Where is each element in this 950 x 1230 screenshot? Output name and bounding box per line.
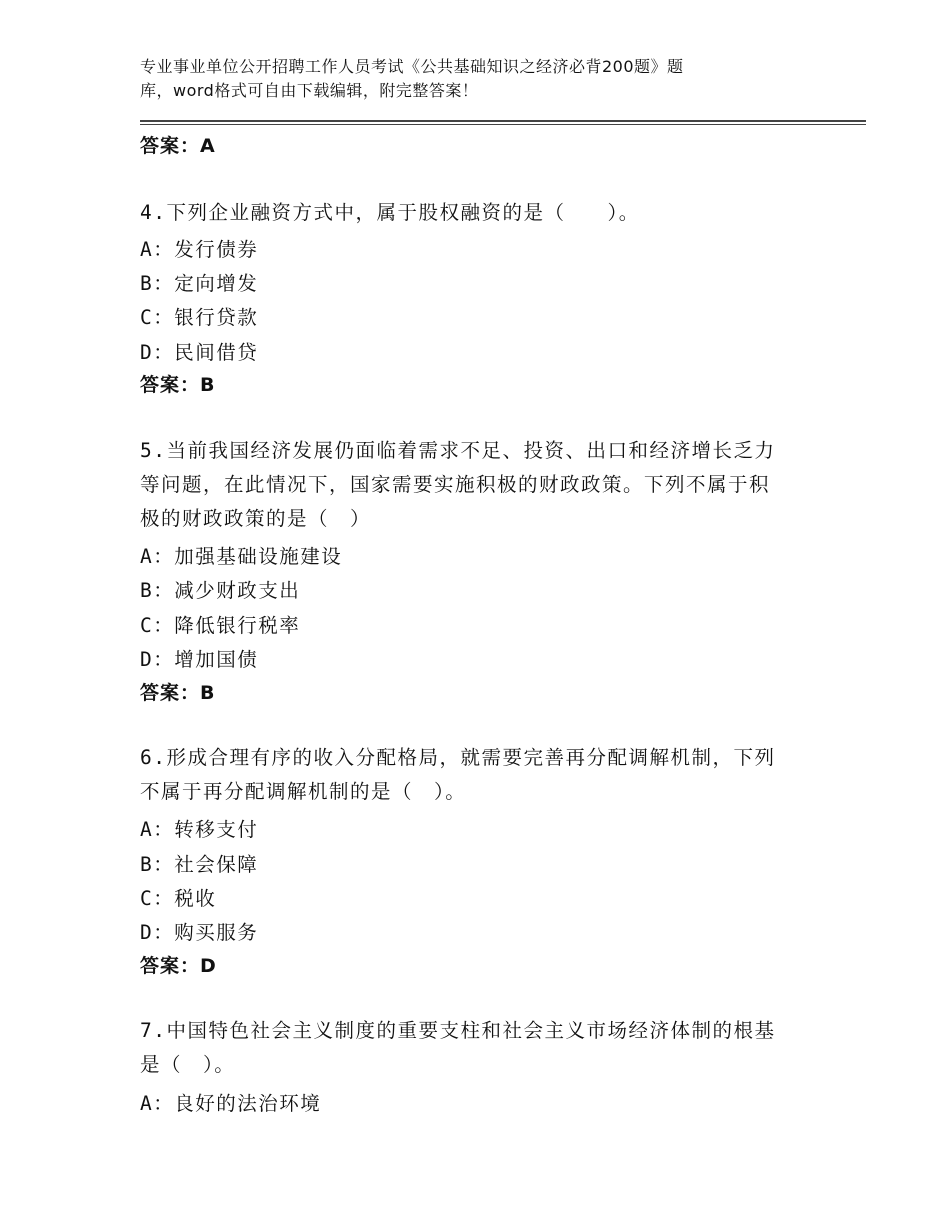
question-6-option-d: D：购买服务 — [140, 921, 259, 944]
header-line-2: 库，word格式可自由下载编辑，附完整答案！ — [140, 81, 479, 100]
header-divider-thin — [140, 124, 866, 125]
question-4-option-d: D：民间借贷 — [140, 341, 259, 364]
question-6-option-a: A：转移支付 — [140, 818, 259, 841]
question-5-option-a: A：加强基础设施建设 — [140, 545, 343, 568]
question-5-answer: 答案：B — [140, 682, 216, 704]
question-7-option-a: A：良好的法治环境 — [140, 1092, 322, 1115]
document-header — [140, 55, 780, 103]
header-line-1: 专业事业单位公开招聘工作人员考试《公共基础知识之经济必背200题》题 — [140, 57, 684, 76]
question-6-option-c: C：税收 — [140, 887, 217, 910]
answer-prev: 答案：A — [140, 135, 216, 157]
question-4-option-a: A：发行债券 — [140, 238, 259, 261]
question-4-stem: 4.下列企业融资方式中，属于股权融资的是（ ）。 — [140, 201, 640, 224]
header-divider — [140, 120, 866, 122]
question-5-option-c: C：降低银行税率 — [140, 614, 301, 637]
question-5-option-d: D：增加国债 — [140, 648, 259, 671]
question-6-stem: 6.形成合理有序的收入分配格局，就需要完善再分配调解机制，下列 不属于再分配调解机制的是（ ）。 — [140, 746, 776, 803]
question-4-answer: 答案：B — [140, 374, 216, 396]
question-5-stem: 5.当前我国经济发展仍面临着需求不足、投资、出口和经济增长乏力 等问题，在此情况下，国家需要实施积极的财政政策。下列不属于积 极的财政政策的是（ ） — [140, 439, 776, 530]
question-4-option-c: C：银行贷款 — [140, 306, 259, 329]
question-7-stem: 7.中国特色社会主义制度的重要支柱和社会主义市场经济体制的根基 是（ ）。 — [140, 1019, 776, 1076]
question-5-option-b: B：减少财政支出 — [140, 579, 301, 602]
question-6-answer: 答案：D — [140, 955, 217, 977]
question-4-option-b: B：定向增发 — [140, 272, 259, 295]
question-6-option-b: B：社会保障 — [140, 853, 259, 876]
